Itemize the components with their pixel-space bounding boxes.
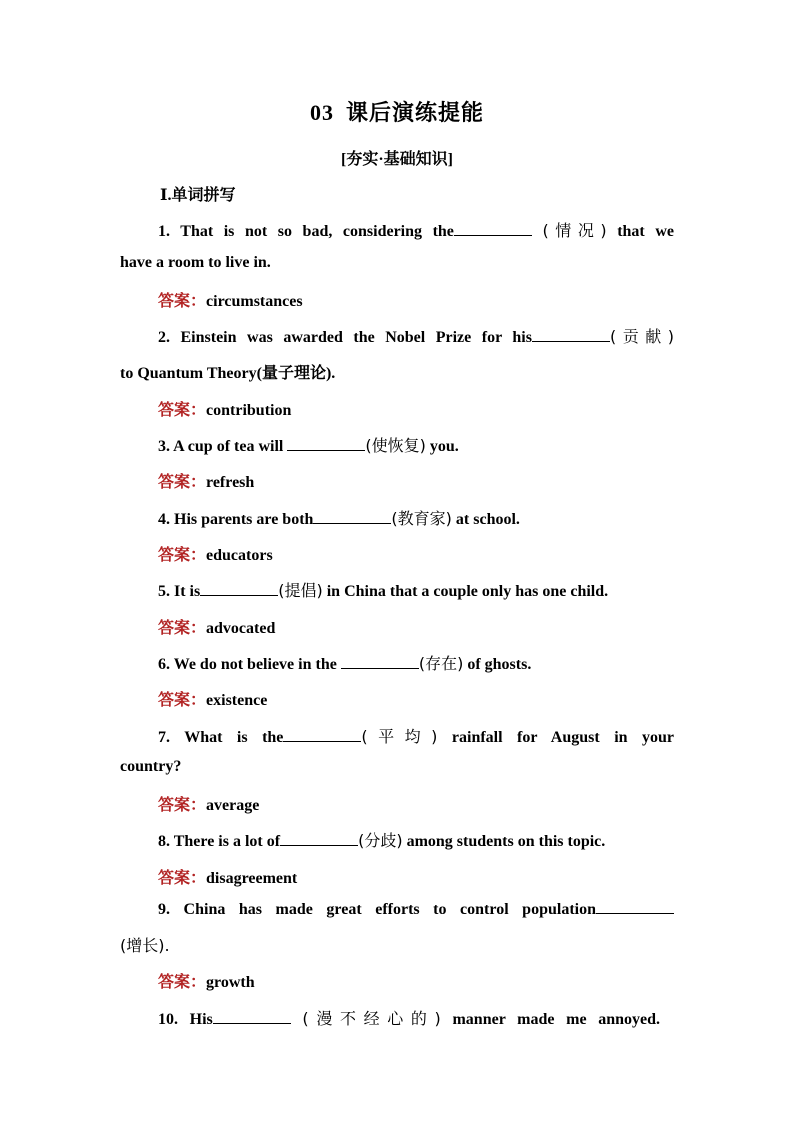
title-number: 03 xyxy=(309,100,334,125)
answer-5: 答案：advocated xyxy=(158,620,276,637)
question-2-line-1: 2. Einstein was awarded the Nobel Prize for his (贡献) xyxy=(158,327,674,346)
page-title xyxy=(0,96,794,127)
question-4: 4. His parents are both (教育家) at school. xyxy=(158,509,520,528)
answer-label: 答案： xyxy=(158,870,207,887)
question-7-line-2: country? xyxy=(120,758,182,775)
answer-blank xyxy=(200,581,278,596)
question-2-line-2: to Quantum Theory(量子理论). xyxy=(120,365,336,382)
section-heading: Ⅰ.单词拼写 xyxy=(160,187,236,204)
question-9-line-1: 9. China has made great efforts to control population xyxy=(158,899,674,919)
question-6: 6. We do not believe in the (存在) of ghosts. xyxy=(158,654,532,673)
answer-label: 答案： xyxy=(158,293,207,310)
answer-8: 答案：disagreement xyxy=(158,870,298,887)
question-3: 3. A cup of tea will (使恢复) you. xyxy=(158,436,459,455)
answer-7: 答案：average xyxy=(158,797,260,814)
answer-blank xyxy=(213,1009,291,1024)
answer-2: 答案：contribution xyxy=(158,402,292,419)
answer-blank xyxy=(341,654,419,669)
answer-blank xyxy=(596,899,674,914)
question-10: 10. His (漫不经心的) manner made me annoyed. xyxy=(158,1009,661,1028)
answer-9: 答案：growth xyxy=(158,974,255,991)
question-5: 5. It is (提倡) in China that a couple only has one child. xyxy=(158,581,609,600)
answer-3: 答案：refresh xyxy=(158,474,255,491)
answer-label: 答案： xyxy=(158,797,207,814)
answer-blank xyxy=(313,509,391,524)
answer-label: 答案： xyxy=(158,402,207,419)
answer-1: 答案：circumstances xyxy=(158,293,303,310)
section-subtitle: [夯实·基础知识] xyxy=(341,151,453,168)
answer-4: 答案：educators xyxy=(158,547,273,564)
answer-label: 答案： xyxy=(158,620,207,637)
answer-blank xyxy=(454,221,532,236)
answer-label: 答案： xyxy=(158,974,207,991)
answer-label: 答案： xyxy=(158,692,207,709)
question-8: 8. There is a lot of (分歧) among students on this topic. xyxy=(158,831,606,850)
answer-6: 答案：existence xyxy=(158,692,268,709)
answer-label: 答案： xyxy=(158,547,207,564)
answer-blank xyxy=(283,727,361,742)
question-9-line-2: (增长). xyxy=(120,936,170,955)
answer-blank xyxy=(287,436,365,451)
question-1-line-2: have a room to live in. xyxy=(120,254,271,271)
question-1-line-1: 1. That is not so bad, considering the (情况) that we xyxy=(158,221,674,240)
answer-blank xyxy=(280,831,358,846)
question-7-line-1: 7. What is the (平均) rainfall for August in your xyxy=(158,727,675,746)
title-text: 课后演练提能 xyxy=(345,100,484,125)
answer-blank xyxy=(532,327,610,342)
answer-label: 答案： xyxy=(158,474,207,491)
